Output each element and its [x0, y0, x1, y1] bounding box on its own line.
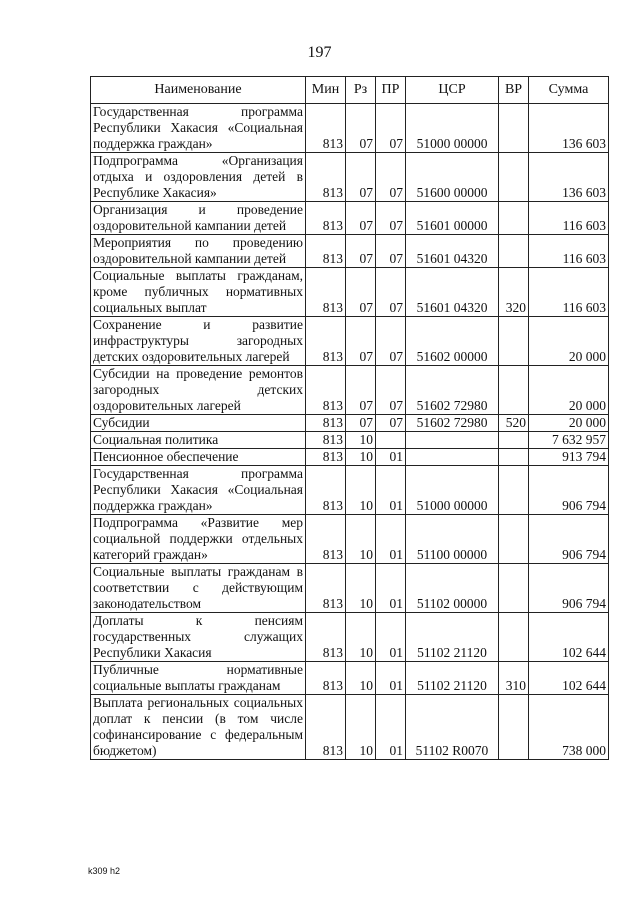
row-pr: 01	[376, 564, 406, 613]
row-pr: 07	[376, 202, 406, 235]
row-vr	[499, 317, 529, 366]
row-sum: 913 794	[529, 449, 609, 466]
row-rz: 10	[346, 449, 376, 466]
row-csr: 51602 00000	[406, 317, 499, 366]
page-number: 197	[307, 44, 332, 61]
row-rz: 10	[346, 432, 376, 449]
row-min: 813	[306, 153, 346, 202]
row-vr	[499, 432, 529, 449]
row-min: 813	[306, 415, 346, 432]
row-pr: 07	[376, 153, 406, 202]
row-min: 813	[306, 466, 346, 515]
row-name: Субсидии на проведение ремонтов загородных детских оздоровительных лагерей	[91, 366, 306, 415]
row-sum: 906 794	[529, 466, 609, 515]
row-min: 813	[306, 432, 346, 449]
row-sum: 20 000	[529, 366, 609, 415]
row-name: Социальная политика	[91, 432, 306, 449]
row-name: Социальные выплаты гражданам, кроме публичных нормативных социальных выплат	[91, 268, 306, 317]
row-min: 813	[306, 515, 346, 564]
row-pr: 07	[376, 235, 406, 268]
row-min: 813	[306, 695, 346, 760]
col-header-rz: Рз	[346, 77, 376, 104]
row-rz: 10	[346, 466, 376, 515]
row-rz: 10	[346, 695, 376, 760]
row-vr	[499, 104, 529, 153]
row-vr	[499, 613, 529, 662]
row-min: 813	[306, 104, 346, 153]
row-rz: 07	[346, 202, 376, 235]
table-row	[91, 317, 609, 366]
row-sum: 906 794	[529, 564, 609, 613]
budget-table	[90, 76, 609, 760]
row-name: Сохранение и развитие инфраструктуры загородных детских оздоровительных лагерей	[91, 317, 306, 366]
table-row	[91, 449, 609, 466]
row-vr: 520	[499, 415, 529, 432]
row-sum: 136 603	[529, 153, 609, 202]
row-vr	[499, 235, 529, 268]
row-name: Социальные выплаты гражданам в соответствии с действующим законодательством	[91, 564, 306, 613]
row-csr: 51100 00000	[406, 515, 499, 564]
row-pr: 07	[376, 317, 406, 366]
col-header-vr: ВР	[499, 77, 529, 104]
row-min: 813	[306, 613, 346, 662]
footer-code: k309 h2	[88, 866, 121, 876]
row-min: 813	[306, 202, 346, 235]
row-pr: 07	[376, 104, 406, 153]
table-row	[91, 268, 609, 317]
row-rz: 10	[346, 662, 376, 695]
table-row	[91, 564, 609, 613]
row-pr: 01	[376, 695, 406, 760]
row-pr: 07	[376, 366, 406, 415]
row-rz: 07	[346, 415, 376, 432]
row-rz: 07	[346, 235, 376, 268]
col-header-csr: ЦСР	[406, 77, 499, 104]
row-vr	[499, 515, 529, 564]
row-vr: 320	[499, 268, 529, 317]
row-rz: 10	[346, 515, 376, 564]
table-row	[91, 202, 609, 235]
row-name: Пенсионное обеспечение	[91, 449, 306, 466]
row-sum: 136 603	[529, 104, 609, 153]
table-row	[91, 104, 609, 153]
row-sum: 20 000	[529, 415, 609, 432]
col-header-min: Мин	[306, 77, 346, 104]
table-row	[91, 153, 609, 202]
row-pr: 01	[376, 466, 406, 515]
row-csr: 51102 21120	[406, 662, 499, 695]
row-rz: 07	[346, 104, 376, 153]
col-header-name: Наименование	[91, 77, 306, 104]
col-header-pr: ПР	[376, 77, 406, 104]
row-sum: 102 644	[529, 613, 609, 662]
row-pr: 01	[376, 662, 406, 695]
row-csr	[406, 432, 499, 449]
row-min: 813	[306, 449, 346, 466]
row-csr	[406, 449, 499, 466]
table-row	[91, 235, 609, 268]
row-sum: 116 603	[529, 202, 609, 235]
row-sum: 116 603	[529, 235, 609, 268]
row-vr	[499, 564, 529, 613]
row-pr: 01	[376, 613, 406, 662]
row-min: 813	[306, 662, 346, 695]
table-row	[91, 515, 609, 564]
table-row	[91, 415, 609, 432]
row-min: 813	[306, 268, 346, 317]
row-rz: 10	[346, 564, 376, 613]
table-row	[91, 366, 609, 415]
row-vr	[499, 449, 529, 466]
header-row	[91, 77, 609, 104]
row-pr: 01	[376, 449, 406, 466]
row-name: Выплата региональных социальных доплат к пенсии (в том числе софинансирование с федеральным бюджетом)	[91, 695, 306, 760]
row-sum: 102 644	[529, 662, 609, 695]
row-csr: 51602 72980	[406, 415, 499, 432]
row-name: Организация и проведение оздоровительной кампании детей	[91, 202, 306, 235]
row-sum: 738 000	[529, 695, 609, 760]
row-name: Подпрограмма «Развитие мер социальной поддержки отдельных категорий граждан»	[91, 515, 306, 564]
row-vr	[499, 202, 529, 235]
row-rz: 07	[346, 366, 376, 415]
row-pr: 01	[376, 515, 406, 564]
row-sum: 906 794	[529, 515, 609, 564]
table-row	[91, 613, 609, 662]
row-name: Публичные нормативные социальные выплаты гражданам	[91, 662, 306, 695]
row-csr: 51601 04320	[406, 268, 499, 317]
row-vr: 310	[499, 662, 529, 695]
row-pr: 07	[376, 268, 406, 317]
row-vr	[499, 366, 529, 415]
row-pr: 07	[376, 415, 406, 432]
row-csr: 51602 72980	[406, 366, 499, 415]
row-csr: 51102 R0070	[406, 695, 499, 760]
row-pr	[376, 432, 406, 449]
row-csr: 51102 21120	[406, 613, 499, 662]
row-rz: 07	[346, 153, 376, 202]
row-name: Подпрограмма «Организация отдыха и оздоровления детей в Республике Хакасия»	[91, 153, 306, 202]
row-rz: 07	[346, 268, 376, 317]
row-sum: 116 603	[529, 268, 609, 317]
row-csr: 51601 04320	[406, 235, 499, 268]
row-sum: 7 632 957	[529, 432, 609, 449]
row-name: Государственная программа Республики Хакасия «Социальная поддержка граждан»	[91, 104, 306, 153]
row-sum: 20 000	[529, 317, 609, 366]
row-rz: 10	[346, 613, 376, 662]
table-row	[91, 432, 609, 449]
table-row	[91, 466, 609, 515]
row-csr: 51102 00000	[406, 564, 499, 613]
row-vr	[499, 153, 529, 202]
row-csr: 51000 00000	[406, 104, 499, 153]
row-csr: 51600 00000	[406, 153, 499, 202]
col-header-sum: Сумма	[529, 77, 609, 104]
row-vr	[499, 466, 529, 515]
row-name: Доплаты к пенсиям государственных служащих Республики Хакасия	[91, 613, 306, 662]
row-min: 813	[306, 366, 346, 415]
table-body	[91, 104, 609, 760]
table-row	[91, 695, 609, 760]
row-name: Субсидии	[91, 415, 306, 432]
row-csr: 51000 00000	[406, 466, 499, 515]
row-name: Государственная программа Республики Хакасия «Социальная поддержка граждан»	[91, 466, 306, 515]
row-name: Мероприятия по проведению оздоровительной кампании детей	[91, 235, 306, 268]
row-min: 813	[306, 564, 346, 613]
row-csr: 51601 00000	[406, 202, 499, 235]
row-min: 813	[306, 235, 346, 268]
row-min: 813	[306, 317, 346, 366]
row-vr	[499, 695, 529, 760]
row-rz: 07	[346, 317, 376, 366]
table-row	[91, 662, 609, 695]
